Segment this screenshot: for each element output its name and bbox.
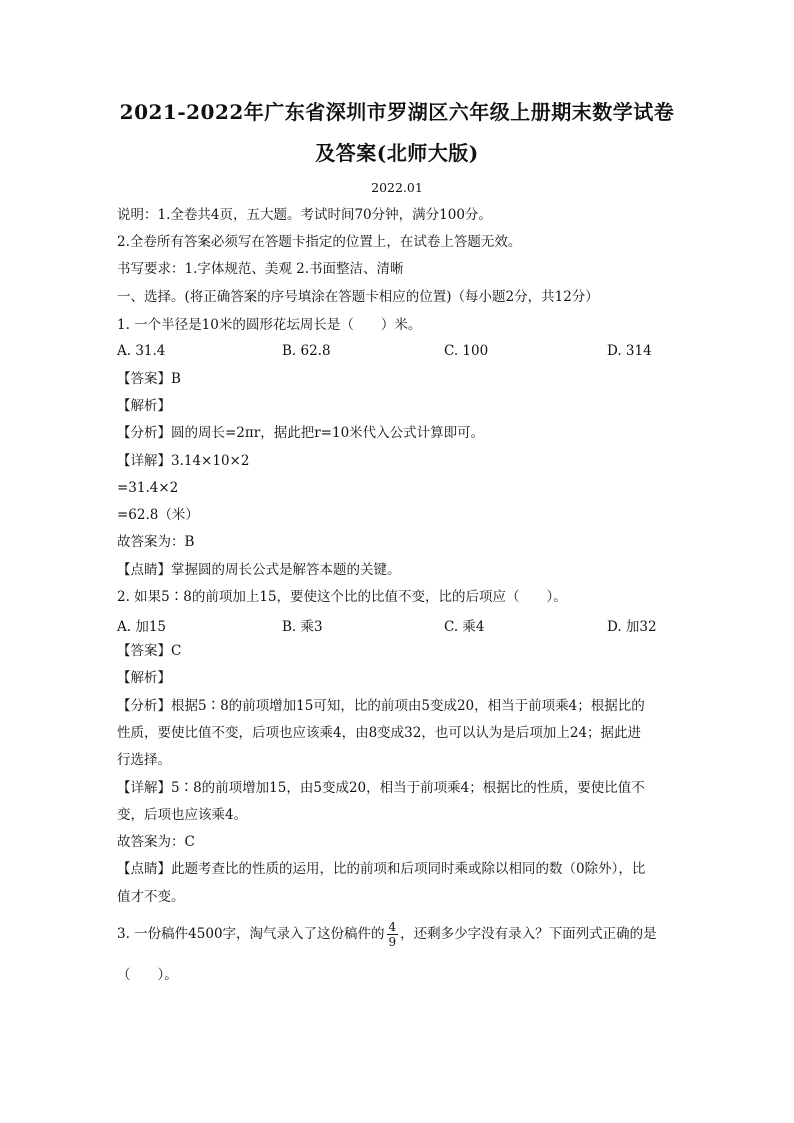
fraction-denominator: 9 [388, 935, 397, 949]
question-1-key-point: 【点睛】掌握圆的周长公式是解答本题的关键。 [117, 562, 401, 578]
document-title-line-2: 及答案(北师大版) [315, 141, 479, 165]
question-3-stem [117, 920, 657, 949]
instruction-line-2: 2.全卷所有答案必须写在答题卡指定的位置上，在试卷上答题无效。 [117, 234, 522, 250]
document-title-line-1: 2021-2022年广东省深圳市罗湖区六年级上册期末数学试卷 [119, 100, 675, 124]
question-3-stem-line-2: （ ）。 [117, 967, 178, 983]
fraction-numerator: 4 [388, 920, 397, 934]
question-2-analysis-line-1: 【分析】根据5∶8的前项增加15可知，比的前项由5变成20，相当于前项乘4；根据比的 [117, 698, 645, 714]
instruction-line-1: 说明：1.全卷共4页，五大题。考试时间70分钟，满分100分。 [117, 207, 492, 223]
instruction-line-3: 书写要求：1.字体规范、美观 2.书面整洁、清晰 [117, 261, 404, 277]
question-3-stem-before: 3. 一份稿件4500字，淘气录入了这份稿件的 [117, 926, 385, 942]
question-2-jiexi: 【解析】 [117, 670, 171, 686]
question-2-option-a: A. 加15 [117, 619, 167, 635]
question-2-option-c: C. 乘4 [444, 619, 485, 635]
question-2-answer: 【答案】C [117, 643, 182, 659]
question-2-analysis-line-3: 行选择。 [117, 752, 171, 768]
question-1-analysis: 【分析】圆的周长=2πr，据此把r=10米代入公式计算即可。 [117, 425, 485, 441]
question-1-detail-2: =31.4×2 [117, 480, 179, 496]
question-2-key-point-line-1: 【点睛】此题考查比的性质的运用，比的前项和后项同时乘或除以相同的数（0除外），比 [117, 861, 646, 877]
question-1-detail-1: 【详解】3.14×10×2 [117, 453, 250, 469]
question-1-answer: 【答案】B [117, 371, 181, 387]
exam-date: 2022.01 [371, 180, 423, 195]
question-2-detail-line-2: 变，后项也应该乘4。 [117, 807, 248, 823]
question-3-stem-after: ，还剩多少字没有录入？下面列式正确的是 [400, 926, 657, 942]
question-1-option-b: B. 62.8 [282, 343, 331, 359]
question-2-stem: 2. 如果5∶8的前项加上15，要使这个比的比值不变，比的后项应（ ）。 [117, 589, 567, 605]
question-2-option-b: B. 乘3 [282, 619, 323, 635]
question-2-key-point-line-2: 值才不变。 [117, 889, 185, 905]
question-1-detail-3: =62.8（米） [117, 507, 199, 523]
question-2-option-d: D. 加32 [607, 619, 657, 635]
question-1-jiexi: 【解析】 [117, 398, 171, 414]
question-1-stem: 1. 一个半径是10米的圆形花坛周长是（ ）米。 [117, 317, 422, 333]
question-2-conclusion: 故答案为：C [117, 834, 195, 850]
question-1-option-d: D. 314 [607, 343, 652, 359]
question-2-detail-line-1: 【详解】5∶8的前项增加15，由5变成20，相当于前项乘4；根据比的性质，要使比值不 [117, 780, 645, 796]
fraction [387, 920, 399, 949]
question-1-option-c: C. 100 [444, 343, 489, 359]
question-1-conclusion: 故答案为：B [117, 534, 195, 550]
question-2-analysis-line-2: 性质，要使比值不变，后项也应该乘4，由8变成32，也可以认为是后项加上24；据此进 [117, 725, 642, 741]
section-heading: 一、选择。(将正确答案的序号填涂在答题卡相应的位置)（每小题2分，共12分） [117, 289, 599, 305]
question-1-option-a: A. 31.4 [117, 343, 166, 359]
